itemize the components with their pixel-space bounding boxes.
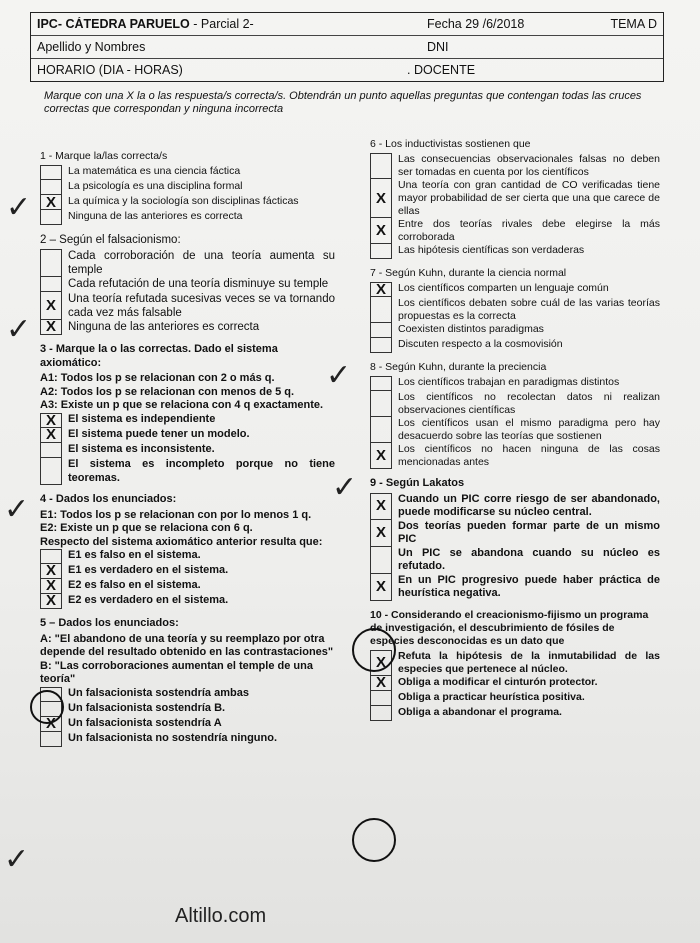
option[interactable]	[40, 210, 335, 225]
option-text: Cada corroboración de una teoría aumenta su temple	[68, 250, 335, 276]
option-text: El sistema es independiente	[68, 412, 216, 425]
option[interactable]	[40, 687, 335, 702]
option[interactable]	[40, 714, 335, 732]
question-3	[40, 343, 335, 485]
option-text: Obliga a modificar el cinturón protector.	[398, 675, 598, 688]
option[interactable]	[370, 574, 660, 601]
docente-label: . DOCENTE	[407, 63, 476, 77]
premise: Respecto del sistema axiomático anterior resulta que:	[40, 535, 323, 548]
checkbox[interactable]: X	[370, 520, 392, 547]
option[interactable]	[370, 376, 660, 391]
horario-label: HORARIO (DIA - HORAS)	[37, 63, 183, 77]
checkmark-icon: ✓	[6, 190, 32, 225]
option-text: Los científicos no hacen ninguna de las cosas mencionadas antes	[398, 443, 660, 468]
checkbox[interactable]	[370, 376, 392, 391]
question-2	[40, 233, 335, 335]
question-9	[370, 477, 660, 601]
option[interactable]	[40, 443, 335, 458]
checkmark-icon: ✓	[4, 842, 30, 877]
right-column	[370, 138, 660, 729]
question-title: 5 – Dados los enunciados:	[40, 617, 179, 629]
option-text: Ninguna de las anteriores es correcta	[68, 321, 260, 333]
checkbox[interactable]: X	[40, 594, 62, 609]
option[interactable]	[370, 323, 660, 338]
instructions: Marque con una X la o las respuesta/s correcta/s. Obtendrán un punto aquellas preguntas que contengan todas las cruces correctas que correspondan y ninguna incorrecta	[44, 90, 642, 115]
option[interactable]	[370, 691, 660, 706]
circle-mark-icon	[352, 818, 396, 862]
option[interactable]	[40, 165, 335, 180]
option[interactable]	[40, 732, 335, 747]
option-text: Cada refutación de una teoría disminuye su temple	[68, 278, 329, 290]
option-text: Un falsacionista sostendría A	[68, 716, 222, 729]
checkbox[interactable]: X	[40, 320, 62, 335]
option-text: Dos teorías pueden formar parte de un mismo PIC	[398, 519, 660, 545]
header-row-name	[31, 36, 663, 59]
option-text: E2 es falso en el sistema.	[68, 579, 201, 591]
header-row-title	[31, 13, 663, 36]
checkbox[interactable]: X	[40, 413, 62, 429]
checkbox[interactable]	[370, 391, 392, 417]
option-text: Una teoría con gran cantidad de CO verificadas tiene mayor probabilidad de ser cierta que una que carece de ellas	[398, 179, 660, 217]
checkbox[interactable]: X	[40, 564, 62, 579]
option-text: E1 es verdadero en el sistema.	[68, 564, 229, 576]
question-1	[40, 150, 335, 225]
question-4	[40, 493, 335, 609]
question-5	[40, 617, 335, 747]
premise: E1: Todos los p se relacionan con por lo menos 1 q.	[40, 508, 312, 521]
option-text: Entre dos teorías rivales debe elegirse la más corroborada	[398, 218, 660, 243]
option[interactable]	[370, 179, 660, 218]
checkbox[interactable]	[40, 443, 62, 458]
checkbox[interactable]: X	[370, 282, 392, 297]
checkmark-icon: ✓	[4, 492, 30, 527]
option[interactable]	[40, 564, 335, 579]
watermark-logo: Altillo.com	[175, 905, 267, 927]
question-title: 1 - Marque la/las correcta/s	[40, 150, 168, 162]
checkbox[interactable]: X	[370, 179, 392, 218]
circle-mark-icon	[352, 628, 396, 672]
option[interactable]	[370, 297, 660, 323]
question-10	[370, 609, 660, 721]
checkbox[interactable]: X	[40, 717, 62, 732]
option[interactable]	[370, 218, 660, 244]
premise: E2: Existe un p que se relaciona con 6 q.	[40, 522, 253, 534]
checkbox[interactable]: X	[40, 292, 62, 320]
option[interactable]	[370, 650, 660, 676]
checkbox[interactable]	[40, 249, 62, 277]
checkbox[interactable]: X	[370, 218, 392, 244]
checkbox[interactable]	[370, 244, 392, 259]
option[interactable]	[40, 292, 335, 320]
premise: B: "Las corroboraciones aumentan el temple de una teoría"	[40, 659, 313, 685]
option-text: Los científicos usan el mismo paradigma pero hay desacuerdo sobre las teorías que sostienen	[398, 417, 660, 442]
option[interactable]	[370, 493, 660, 520]
option[interactable]	[370, 443, 660, 469]
option[interactable]	[370, 676, 660, 691]
option[interactable]	[40, 579, 335, 594]
exam-tema: TEMA D	[610, 17, 657, 31]
option-text: Ninguna de las anteriores es correcta	[68, 210, 243, 222]
option-text: Un falsacionista sostendría B.	[68, 701, 226, 714]
dni-label: DNI	[427, 40, 449, 54]
question-title: 4 - Dados los enunciados:	[40, 493, 177, 505]
option-text: Los científicos no recolectan datos ni realizan observaciones científicas	[398, 391, 660, 416]
option-text: Discuten respecto a la cosmovisión	[398, 338, 563, 350]
option[interactable]	[40, 195, 335, 210]
checkbox[interactable]: X	[370, 443, 392, 469]
circle-mark-icon	[30, 690, 64, 724]
option-text: E2 es verdadero en el sistema.	[68, 594, 229, 606]
checkmark-icon: ✓	[326, 358, 352, 393]
checkbox[interactable]	[370, 297, 392, 323]
question-8	[370, 361, 660, 469]
option[interactable]	[40, 413, 335, 429]
option[interactable]	[370, 706, 660, 721]
option-text: Las consecuencias observacionales falsas no deben ser tomadas en cuenta por los científicos	[398, 153, 660, 178]
checkmark-icon: ✓	[332, 470, 358, 505]
option-text: Un falsacionista no sostendría ninguno.	[68, 731, 278, 744]
question-title: 8 - Según Kuhn, durante la preciencia	[370, 361, 547, 373]
option-text: Un falsacionista sostendría ambas	[68, 686, 249, 699]
checkbox[interactable]	[40, 277, 62, 292]
option-text: El sistema es inconsistente.	[68, 443, 215, 455]
exam-header	[30, 12, 664, 82]
option-text: Cuando un PIC corre riesgo de ser abandonado, puede modificarse su núcleo central.	[398, 492, 660, 518]
question-title: 6 - Los inductivistas sostienen que	[370, 138, 531, 150]
checkmark-icon: ✓	[6, 312, 32, 347]
checkbox[interactable]: X	[40, 428, 62, 443]
option-text: Un PIC se abandona cuando su núcleo es refutado.	[398, 546, 660, 572]
option-text: La psicología es una disciplina formal	[68, 180, 243, 192]
option[interactable]	[370, 338, 660, 353]
question-title: 9 - Según Lakatos	[370, 477, 465, 489]
header-row-horario	[31, 59, 663, 81]
option[interactable]	[370, 153, 660, 179]
checkbox[interactable]	[40, 165, 62, 180]
option-text: Los científicos comparten un lenguaje común	[398, 282, 609, 294]
checkbox[interactable]	[370, 706, 392, 721]
option[interactable]	[40, 277, 335, 292]
option-text: Una teoría refutada sucesivas veces se va tornando cada vez más falsable	[68, 293, 335, 319]
checkbox[interactable]	[40, 732, 62, 747]
checkbox[interactable]	[370, 338, 392, 353]
exam-title: IPC- CÁTEDRA PARUELO	[37, 17, 190, 31]
checkbox[interactable]	[370, 691, 392, 706]
question-7	[370, 267, 660, 353]
checkbox[interactable]	[370, 153, 392, 179]
option[interactable]	[40, 594, 335, 609]
option[interactable]	[40, 180, 335, 195]
option[interactable]	[40, 249, 335, 277]
checkbox[interactable]: X	[40, 579, 62, 594]
option[interactable]	[40, 320, 335, 335]
option-text: En un PIC progresivo puede haber práctica de heurística negativa.	[398, 573, 660, 599]
option[interactable]	[40, 428, 335, 443]
option[interactable]	[40, 702, 335, 717]
option[interactable]	[40, 549, 335, 564]
option[interactable]	[370, 417, 660, 443]
premise: A3: Existe un p que se relaciona con 4 q exactamente.	[40, 399, 324, 411]
apellido-label: Apellido y Nombres	[37, 40, 146, 54]
option[interactable]	[370, 520, 660, 547]
option-text: El sistema puede tener un modelo.	[68, 428, 250, 440]
option[interactable]	[40, 458, 335, 485]
option-text: La matemática es una ciencia fáctica	[68, 165, 241, 177]
premise: A1: Todos los p se relacionan con 2 o más q.	[40, 372, 275, 384]
question-title: 10 - Considerando el creacionismo-fijismo un programa de investigación, el descubrimiento de fósiles de especies desconocidas es un dato que	[370, 608, 649, 647]
left-column	[40, 150, 335, 755]
option-text: Obliga a abandonar el programa.	[398, 705, 562, 718]
premise: A2: Todos los p se relacionan con menos de 5 q.	[40, 385, 295, 398]
question-title: 2 – Según el falsacionismo:	[40, 234, 181, 246]
option-text: Refuta la hipótesis de la inmutabilidad de las especies que pertenece al núcleo.	[398, 649, 660, 675]
checkbox[interactable]: X	[370, 676, 392, 691]
option-text: El sistema es incompleto porque no tiene teoremas.	[68, 458, 335, 484]
option-text: La química y la sociología son disciplinas fácticas	[68, 195, 299, 207]
option-text: E1 es falso en el sistema.	[68, 549, 201, 561]
checkbox[interactable]: X	[370, 574, 392, 601]
checkbox[interactable]: X	[370, 493, 392, 520]
checkbox[interactable]	[40, 458, 62, 485]
question-title: 3 - Marque la o las correctas. Dado el sistema axiomático:	[40, 343, 278, 369]
option[interactable]	[370, 547, 660, 574]
exam-date: Fecha 29 /6/2018	[427, 17, 525, 31]
option[interactable]	[370, 244, 660, 259]
exam-subtitle: - Parcial 2-	[193, 17, 254, 31]
option[interactable]	[370, 282, 660, 297]
question-title: 7 - Según Kuhn, durante la ciencia normal	[370, 267, 567, 279]
checkbox[interactable]	[40, 210, 62, 225]
option-text: Las hipótesis científicas son verdaderas	[398, 244, 585, 256]
checkbox[interactable]: X	[370, 650, 392, 676]
option-text: Obliga a practicar heurística positiva.	[398, 690, 585, 703]
option-text: Los científicos trabajan en paradigmas distintos	[398, 376, 620, 388]
checkbox[interactable]	[370, 323, 392, 338]
checkbox[interactable]: X	[40, 195, 62, 210]
question-6	[370, 138, 660, 259]
checkbox[interactable]	[370, 547, 392, 574]
checkbox[interactable]	[370, 417, 392, 443]
checkbox[interactable]	[40, 180, 62, 195]
premise: A: "El abandono de una teoría y su reemplazo por otra depende del resultado obtenido en las contrastaciones"	[40, 632, 334, 658]
option[interactable]	[370, 391, 660, 417]
option-text: Los científicos debaten sobre cuál de las varias teorías propuestas es la correcta	[398, 297, 660, 322]
option-text: Coexisten distintos paradigmas	[398, 323, 544, 335]
